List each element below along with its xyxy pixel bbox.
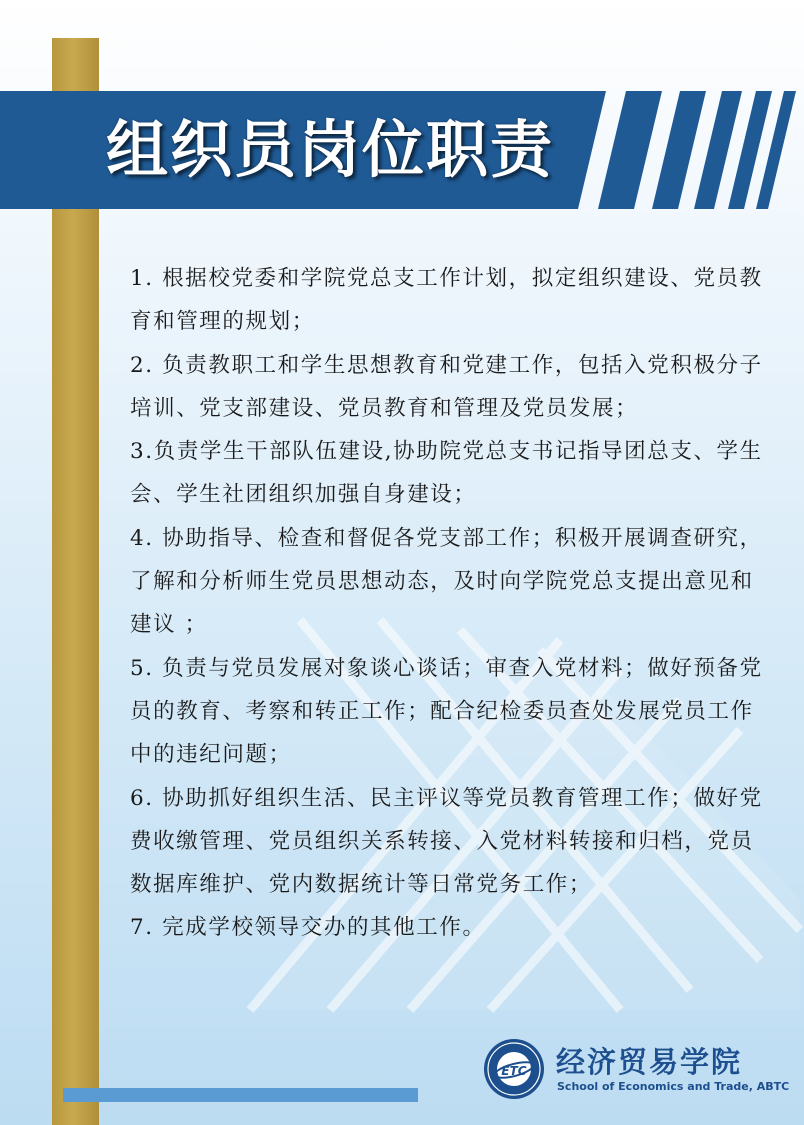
page-title: 组织员岗位职责 — [106, 113, 555, 186]
duty-item: 4. 协助指导、检查和督促各党支部工作；积极开展调查研究，了解和分析师生党员思想动态，及时向学院党总支提出意见和建议 ； — [130, 525, 763, 638]
duties-list — [130, 257, 770, 950]
duty-item: 5. 负责与党员发展对象谈心谈话；审查入党材料；做好预备党员的教育、考察和转正工作；配合纪检委员查处发展党员工作中的违纪问题； — [130, 655, 763, 768]
school-emblem-icon — [482, 1037, 546, 1101]
school-name-en: School of Economics and Trade, ABTC — [557, 1080, 790, 1093]
logo-letters: ETC — [501, 1064, 527, 1078]
duty-item: 3.负责学生干部队伍建设,协助院党总支书记指导团总支、学生会、学生社团组织加强自身建设； — [130, 439, 763, 508]
duty-item: 7. 完成学校领导交办的其他工作。 — [130, 915, 486, 941]
duty-item: 2. 负责教职工和学生思想教育和党建工作，包括入党积极分子培训、党支部建设、党员教育和管理及党员发展； — [130, 352, 763, 421]
duty-item: 1. 根据校党委和学院党总支工作计划，拟定组织建设、党员教育和管理的规划； — [130, 266, 763, 335]
bottom-accent-bar — [63, 1088, 418, 1102]
school-name-cn: 经济贸易学院 — [556, 1045, 743, 1079]
duty-item: 6. 协助抓好组织生活、民主评议等党员教育管理工作；做好党费收缴管理、党员组织关系转接、入党材料转接和归档，党员数据库维护、党内数据统计等日常党务工作； — [130, 785, 763, 898]
